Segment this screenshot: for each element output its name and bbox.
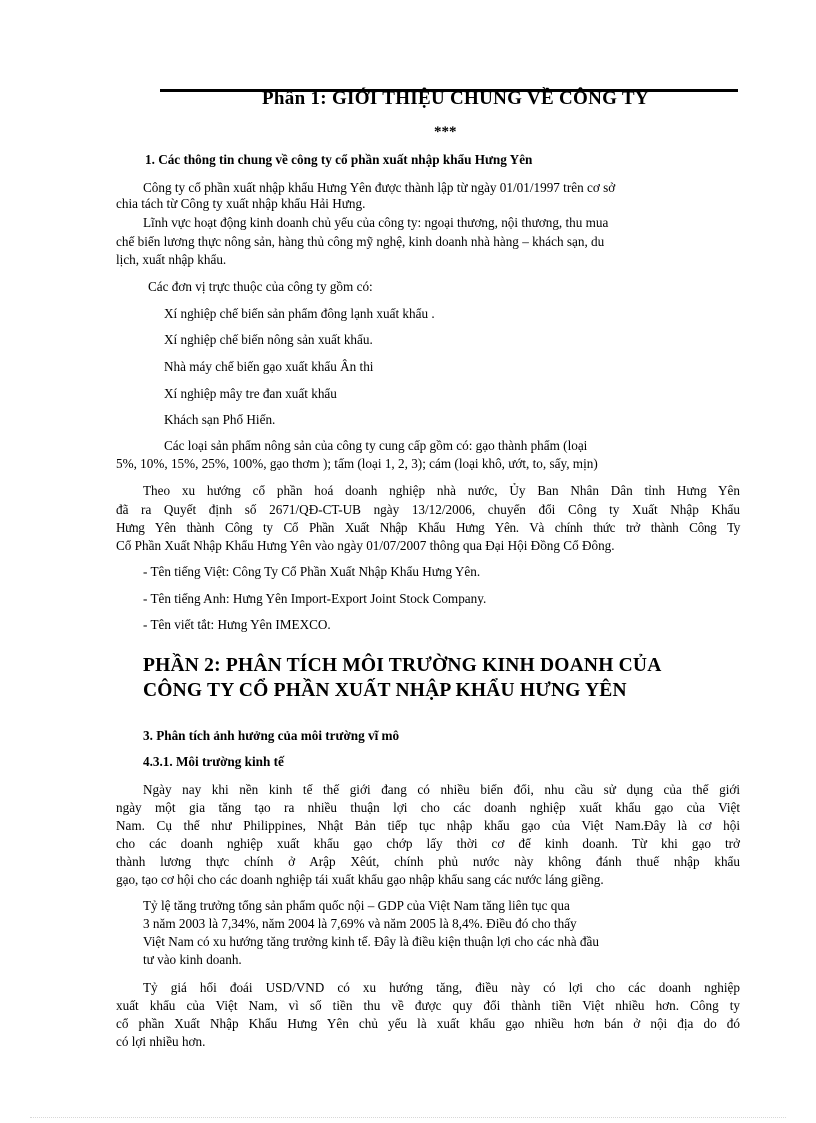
unit-item: Xí nghiệp chế biến nông sản xuất khẩu. [164, 332, 373, 347]
equitization-line-2: đã ra Quyết định số 2671/QĐ-CT-UB ngày 13/12/2006, chuyển đổi Công ty Xuất Nhập Khẩu [116, 502, 740, 517]
business-line-1: Lĩnh vực hoạt động kinh doanh chủ yếu của công ty: ngoại thương, nội thương, thu mua [143, 215, 609, 230]
gdp-line-1: Tỷ lệ tăng trưởng tổng sản phẩm quốc nội – GDP của Việt Nam tăng liên tục qua [143, 898, 570, 913]
unit-item: Xí nghiệp mây tre đan xuất khẩu [164, 386, 337, 401]
unit-item: Khách sạn Phố Hiến. [164, 412, 276, 427]
section-heading-1: 1. Các thông tin chung về công ty cổ phần xuất nhập khẩu Hưng Yên [145, 152, 533, 167]
equitization-line-3: Hưng Yên thành Công ty Cổ Phần Xuất Nhập Khẩu Hưng Yên. Và chính thức trở thành Công Ty [116, 520, 740, 535]
equitization-line-4: Cổ Phần Xuất Nhập Khẩu Hưng Yên vào ngày 01/07/2007 thông qua Đại Hội Đồng Cổ Đông. [116, 538, 615, 553]
exchange-line-1: Tỷ giá hối đoái USD/VND có xu hướng tăng, điều này có lợi cho các doanh nghiệp [143, 980, 740, 995]
unit-item: Nhà máy chế biến gạo xuất khẩu Ân thi [164, 359, 374, 374]
gdp-line-3: Việt Nam có xu hướng tăng trưởng kinh tế. Đây là điều kiện thuận lợi cho các nhà đầu [143, 934, 599, 949]
products-line-2: 5%, 10%, 15%, 25%, 100%, gạo thơm ); tấm (loại 1, 2, 3); cám (loại khô, ướt, to, sấy, mịn) [116, 456, 598, 471]
economy-line-4: cho các doanh nghiệp xuất khẩu gạo chớp lấy thời cơ để kinh doanh. Từ khi gạo trở [116, 836, 740, 851]
business-line-3: lịch, xuất nhập khẩu. [116, 252, 227, 267]
intro-line-1: Công ty cổ phần xuất nhập khẩu Hưng Yên được thành lập từ ngày 01/01/1997 trên cơ sở [143, 180, 616, 195]
exchange-line-2: xuất khẩu của Việt Nam, vì số tiền thu về được quy đổi thành tiền Việt nhiều hơn. Công ty [116, 998, 740, 1013]
part1-title: Phần 1: GIỚI THIỆU CHUNG VỀ CÔNG TY [262, 88, 649, 109]
unit-item: Xí nghiệp chế biến sản phẩm đông lạnh xuất khẩu . [164, 306, 435, 321]
economy-line-6: gạo, tạo cơ hội cho các doanh nghiệp tái xuất khẩu gạo nhập khẩu sang các nước láng giềng. [116, 872, 604, 887]
name-vietnamese: - Tên tiếng Việt: Công Ty Cổ Phần Xuất Nhập Khẩu Hưng Yên. [143, 564, 481, 579]
name-english: - Tên tiếng Anh: Hưng Yên Import-Export Joint Stock Company. [143, 591, 487, 606]
economy-line-1: Ngày nay khi nền kinh tế thế giới đang có nhiều biến đổi, nhu cầu sử dụng của thế giới [143, 782, 740, 797]
section-heading-3: 3. Phân tích ảnh hưởng của môi trường vĩ mô [143, 728, 400, 743]
section-heading-431: 4.3.1. Môi trường kinh tế [143, 754, 284, 769]
business-line-2: chế biến lương thực nông sản, hàng thủ công mỹ nghệ, kinh doanh nhà hàng – khách sạn, du [116, 234, 605, 249]
products-line-1: Các loại sản phẩm nông sản của công ty cung cấp gồm có: gạo thành phẩm (loại [164, 438, 588, 453]
title-stars: *** [434, 124, 457, 140]
units-intro: Các đơn vị trực thuộc của công ty gồm có: [148, 279, 373, 294]
part2-title-line-2: CÔNG TY CỔ PHẦN XUẤT NHẬP KHẨU HƯNG YÊN [143, 680, 627, 701]
gdp-line-4: tư vào kinh doanh. [143, 952, 242, 967]
name-abbreviation: - Tên viết tắt: Hưng Yên IMEXCO. [143, 617, 331, 632]
economy-line-5: thành lương thực chính ở Arập Xêút, chính phủ nước này không đánh thuế nhập khẩu [116, 854, 740, 869]
part2-title-line-1: PHẦN 2: PHÂN TÍCH MÔI TRƯỜNG KINH DOANH CỦA [143, 655, 662, 676]
gdp-line-2: 3 năm 2003 là 7,34%, năm 2004 là 7,69% và năm 2005 là 8,4%. Điều đó cho thấy [143, 916, 577, 931]
economy-line-2: ngày một gia tăng tạo ra nhiều thuận lợi cho các doanh nghiệp xuất khẩu gạo của Việt [116, 800, 740, 815]
economy-line-3: Nam. Cụ thể như Philippines, Nhật Bản tiếp tục nhập khẩu gạo của Việt Nam.Đây là cơ hội [116, 818, 740, 833]
exchange-line-3: cổ phần Xuất Nhập Khẩu Hưng Yên chủ yếu là xuất khẩu gạo nhiều hơn bán ở nội địa do đó [116, 1016, 740, 1031]
equitization-line-1: Theo xu hướng cổ phần hoá doanh nghiệp nhà nước, Ủy Ban Nhân Dân tỉnh Hưng Yên [143, 483, 740, 498]
footer-dotted-rule [30, 1117, 786, 1118]
exchange-line-4: có lợi nhiều hơn. [116, 1034, 206, 1049]
intro-line-2: chia tách từ Công ty xuất nhập khẩu Hải Hưng. [116, 196, 366, 211]
